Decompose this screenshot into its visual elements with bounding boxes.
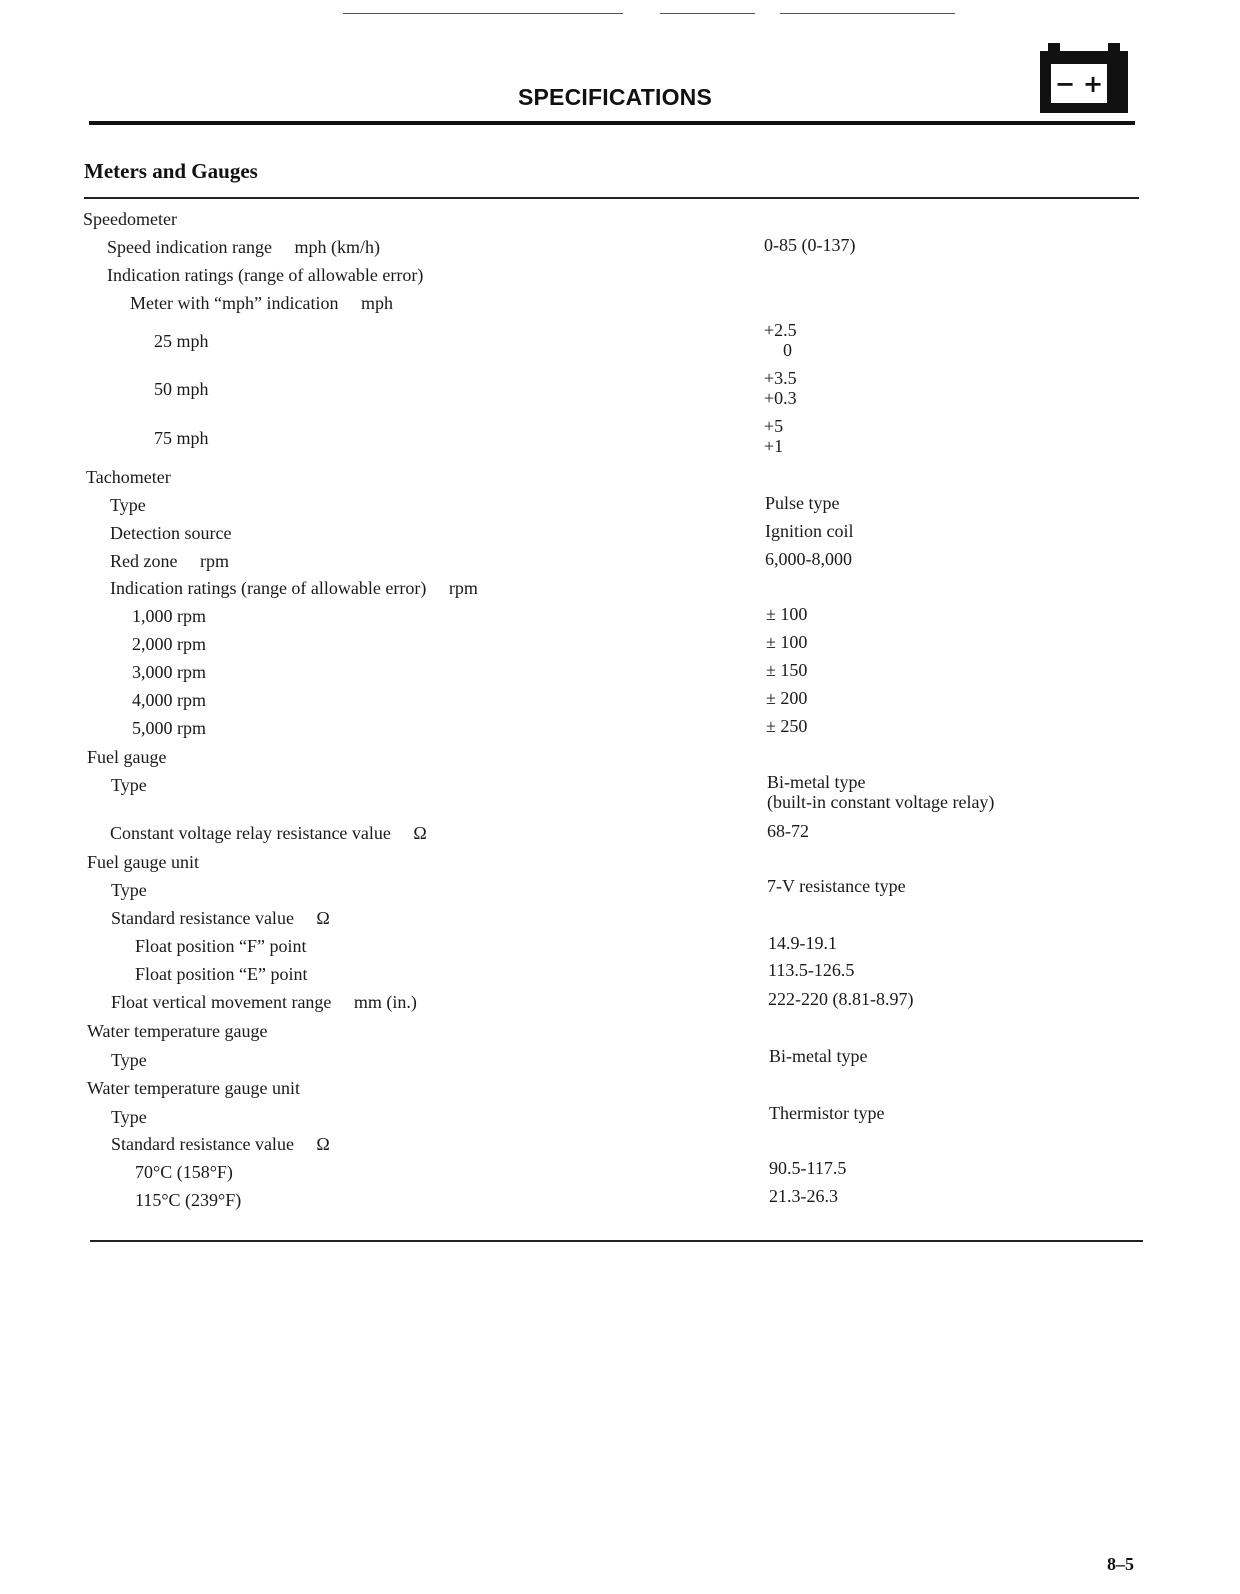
spec-value: Ignition coil (765, 521, 854, 541)
spec-value-upper: +3.5 (764, 368, 797, 388)
battery-icon (1040, 51, 1128, 113)
top-dash-2 (660, 13, 755, 14)
top-dash-3 (780, 13, 955, 14)
spec-value: ± 200 (766, 688, 808, 708)
spec-label: Standard resistance value Ω (111, 1134, 330, 1154)
spec-value-lower: +0.3 (764, 388, 797, 408)
spec-label: Type (111, 880, 147, 900)
spec-value: 21.3-26.3 (769, 1186, 838, 1206)
spec-value-upper: +2.5 (764, 320, 797, 340)
spec-value: Thermistor type (769, 1103, 885, 1123)
spec-value: ± 100 (766, 604, 808, 624)
spec-label: Standard resistance value Ω (111, 908, 330, 928)
spec-label: Float position “F” point (135, 936, 307, 956)
spec-label: Fuel gauge (87, 747, 167, 767)
spec-label: Detection source (110, 523, 232, 543)
spec-value: 222-220 (8.81-8.97) (768, 989, 914, 1009)
spec-label: Type (111, 1050, 147, 1070)
top-dash-1 (343, 13, 623, 14)
spec-label: Type (111, 1107, 147, 1127)
spec-value-lower: 0 (783, 340, 792, 360)
spec-label: 2,000 rpm (132, 634, 206, 654)
spec-label: 5,000 rpm (132, 718, 206, 738)
spec-label: Speedometer (83, 209, 177, 229)
battery-icon-face (1051, 64, 1107, 103)
table-bottom-rule (90, 1240, 1143, 1242)
spec-label: Indication ratings (range of allowable error) (107, 265, 424, 285)
spec-label: 3,000 rpm (132, 662, 206, 682)
spec-label: Float position “E” point (135, 964, 308, 984)
spec-label: 25 mph (154, 331, 209, 351)
spec-value: ± 250 (766, 716, 808, 736)
header-rule (89, 121, 1135, 125)
battery-terminal-positive-icon (1108, 43, 1120, 51)
spec-value: 68-72 (767, 821, 809, 841)
spec-label: 4,000 rpm (132, 690, 206, 710)
spec-label: Water temperature gauge unit (87, 1078, 300, 1098)
spec-label: Type (110, 495, 146, 515)
spec-label: Speed indication range mph (km/h) (107, 237, 380, 257)
spec-label: 75 mph (154, 428, 209, 448)
spec-label: Constant voltage relay resistance value Ω (110, 823, 427, 843)
spec-value-upper: Bi-metal type (767, 772, 866, 792)
spec-value: 90.5-117.5 (769, 1158, 847, 1178)
spec-value-upper: +5 (764, 416, 784, 436)
spec-value: 7-V resistance type (767, 876, 906, 896)
spec-label: Meter with “mph” indication mph (130, 293, 393, 313)
spec-value: 14.9-19.1 (768, 933, 837, 953)
minus-icon: − (1054, 69, 1076, 98)
spec-value: Pulse type (765, 493, 840, 513)
spec-label: Indication ratings (range of allowable error) rpm (110, 578, 478, 598)
plus-icon: + (1082, 69, 1104, 98)
spec-value-lower: (built-in constant voltage relay) (767, 792, 995, 812)
spec-value: Bi-metal type (769, 1046, 868, 1066)
spec-value: 113.5-126.5 (768, 960, 855, 980)
spec-label: 115°C (239°F) (135, 1190, 242, 1210)
section-rule (84, 197, 1139, 199)
spec-label: Red zone rpm (110, 551, 229, 571)
spec-label: 50 mph (154, 379, 209, 399)
spec-value: ± 150 (766, 660, 808, 680)
spec-label: 1,000 rpm (132, 606, 206, 626)
spec-value-lower: +1 (764, 436, 784, 456)
spec-label: Type (111, 775, 147, 795)
section-title: Meters and Gauges (84, 159, 258, 183)
spec-value: ± 100 (766, 632, 808, 652)
spec-value: 0-85 (0-137) (764, 235, 856, 255)
spec-value: 6,000-8,000 (765, 549, 852, 569)
spec-label: 70°C (158°F) (135, 1162, 233, 1182)
page-number: 8–5 (1107, 1554, 1134, 1574)
spec-label: Tachometer (86, 467, 171, 487)
page-title: SPECIFICATIONS (517, 84, 713, 110)
spec-label: Fuel gauge unit (87, 852, 199, 872)
spec-label: Water temperature gauge (87, 1021, 268, 1041)
spec-label: Float vertical movement range mm (in.) (111, 992, 417, 1012)
battery-terminal-negative-icon (1048, 43, 1060, 51)
